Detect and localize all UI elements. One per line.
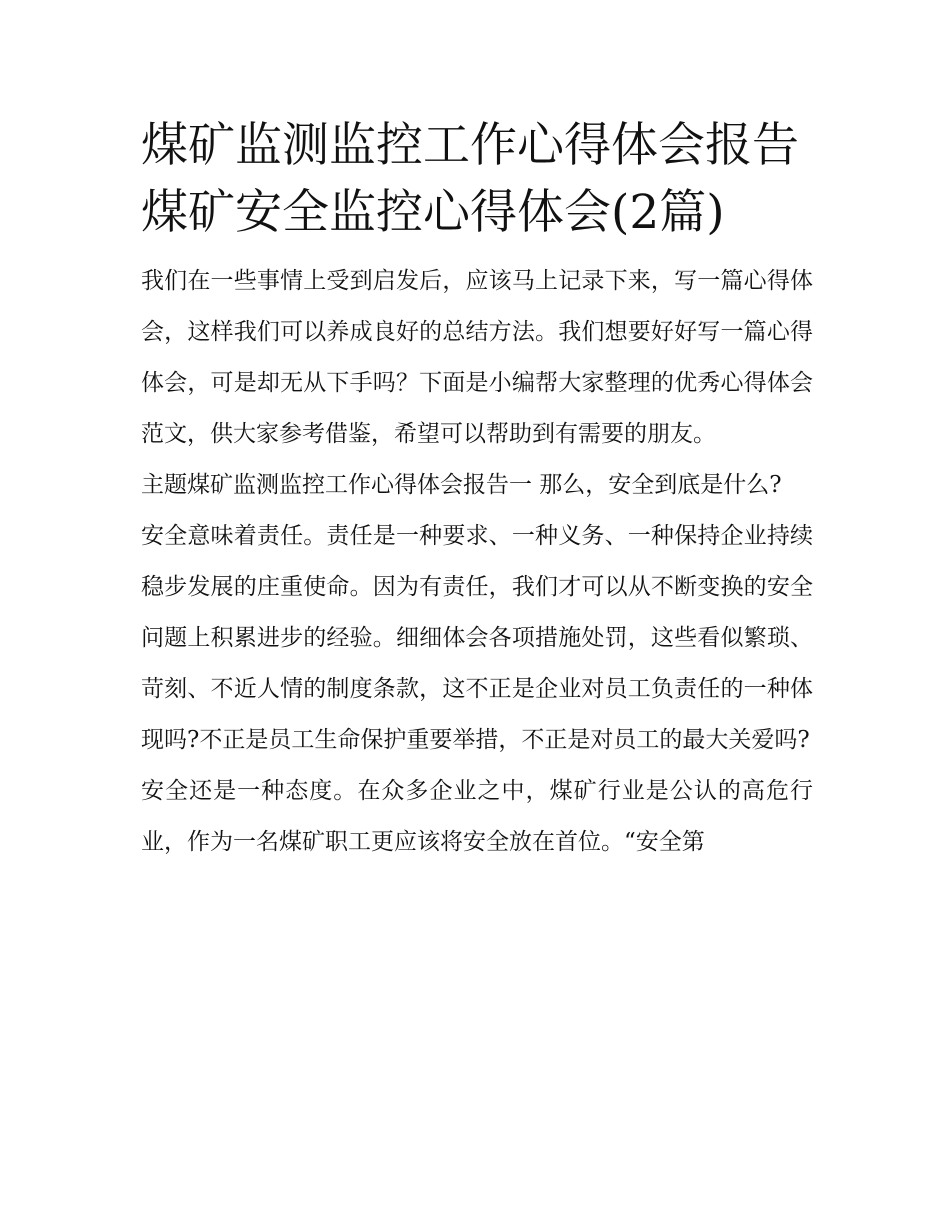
responsibility-paragraph: 安全意味着责任。责任是一种要求、一种义务、一种保持企业持续稳步发展的庄重使命。因为有责任，我们才可以从不断变换的安全问题上积累进步的经验。细细体会各项措施处罚，这些看似繁琐、苛刻、不近人情的制度条款，这不正是企业对员工负责任的一种体现吗?不正是员工生命保护重要举措，不正是对员工的最大关爱吗? (141, 523, 813, 753)
document-title: 煤矿监测监控工作心得体会报告 煤矿安全监控心得体会(2篇) (141, 118, 799, 240)
attitude-paragraph: 安全还是一种态度。在众多企业之中，煤矿行业是公认的高危行业，作为一名煤矿职工更应该将安全放在首位。“安全第 (141, 778, 813, 855)
document-content (141, 112, 813, 868)
section-heading-paragraph: 主题煤矿监测监控工作心得体会报告一 那么，安全到底是什么? (141, 472, 782, 498)
intro-paragraph: 我们在一些事情上受到启发后，应该马上记录下来，写一篇心得体会，这样我们可以养成良好的总结方法。我们想要好好写一篇心得体会，可是却无从下手吗？下面是小编帮大家整理的优秀心得体会范文，供大家参考借鉴，希望可以帮助到有需要的朋友。 (141, 268, 813, 447)
